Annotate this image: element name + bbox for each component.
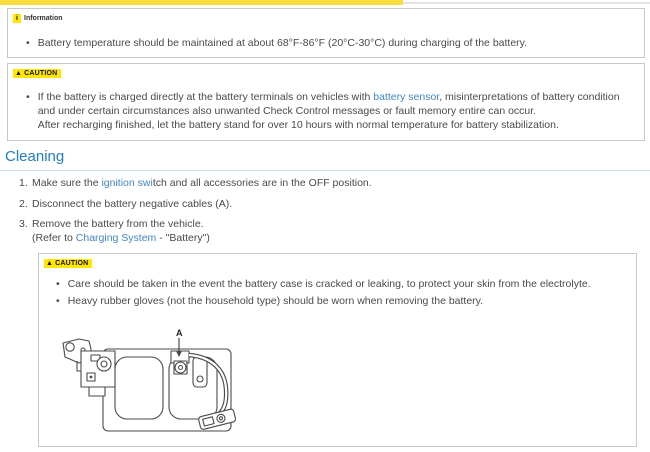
step-3-number: 3.: [19, 218, 28, 230]
battery-sensor-link[interactable]: battery sensor: [373, 91, 440, 103]
caution2-bullet-1: [56, 277, 622, 291]
caution1-text-pre: If the battery is charged directly at the battery terminals on vehicles with: [37, 91, 374, 103]
caution-label-text: CAUTION: [24, 70, 58, 77]
caution2-bullet-1-text: • Care should be taken in the event the battery case is cracked or leaking, to protect your skin from the electrolyte.: [67, 278, 591, 290]
warning-icon: ▲: [46, 260, 54, 267]
information-label: [13, 14, 63, 23]
refer-pre: (Refer to: [32, 232, 76, 244]
caution1-text-line2: After recharging finished, let the battery stand for over 10 hours with normal temperature for battery stabilization.: [37, 119, 559, 131]
caution1-text-post: , misinterpretations of battery condition and under certain circumstances also unwanted Check Control messages or fault memory entire can occur.: [37, 91, 620, 117]
info-bullet-text: • Battery temperature should be maintained at about 68°F-86°F (20°C-30°C) during charging of the battery.: [37, 37, 528, 49]
caution1-bullet: [26, 90, 638, 132]
step-3: [19, 217, 639, 231]
warning-icon: ▲: [15, 70, 23, 77]
step-1-post: tch and all accessories are in the OFF position.: [152, 177, 372, 189]
information-box: [7, 8, 645, 58]
charging-system-link[interactable]: Charging System: [75, 232, 157, 244]
caution1-paragraph: [38, 90, 638, 132]
step-1: [19, 176, 639, 190]
step-2-text: Disconnect the battery negative cables (A).: [32, 198, 233, 210]
section-title-cleaning: Cleaning: [0, 148, 650, 171]
caution-box-1: [7, 63, 645, 141]
step-3-text: Remove the battery from the vehicle.: [32, 218, 204, 230]
caution2-bullet-2-text: • Heavy rubber gloves (not the household type) should be worn when removing the battery.: [67, 295, 484, 307]
caution-badge-2: [44, 259, 92, 268]
step-2: [19, 197, 639, 211]
caution2-bullet-2: [56, 294, 622, 308]
battery-removal-figure: [53, 327, 253, 445]
information-label-text: Information: [24, 15, 63, 22]
figure-callout-a: A: [176, 328, 183, 338]
step-1-text: [32, 176, 372, 190]
caution-badge-1: [13, 69, 61, 78]
step-1-pre: Make sure the: [32, 177, 102, 189]
caution-box-2: [38, 253, 637, 447]
caution-label-text: CAUTION: [55, 260, 89, 267]
ignition-switch-link[interactable]: ignition swi: [101, 177, 153, 189]
info-icon: i: [13, 14, 21, 23]
step-3-reference: [32, 231, 210, 245]
refer-post: - "Battery"): [156, 232, 210, 244]
info-bullet: [26, 36, 634, 50]
step-2-number: 2.: [19, 198, 28, 210]
step-1-number: 1.: [19, 177, 28, 189]
top-accent-bar: [0, 0, 403, 5]
